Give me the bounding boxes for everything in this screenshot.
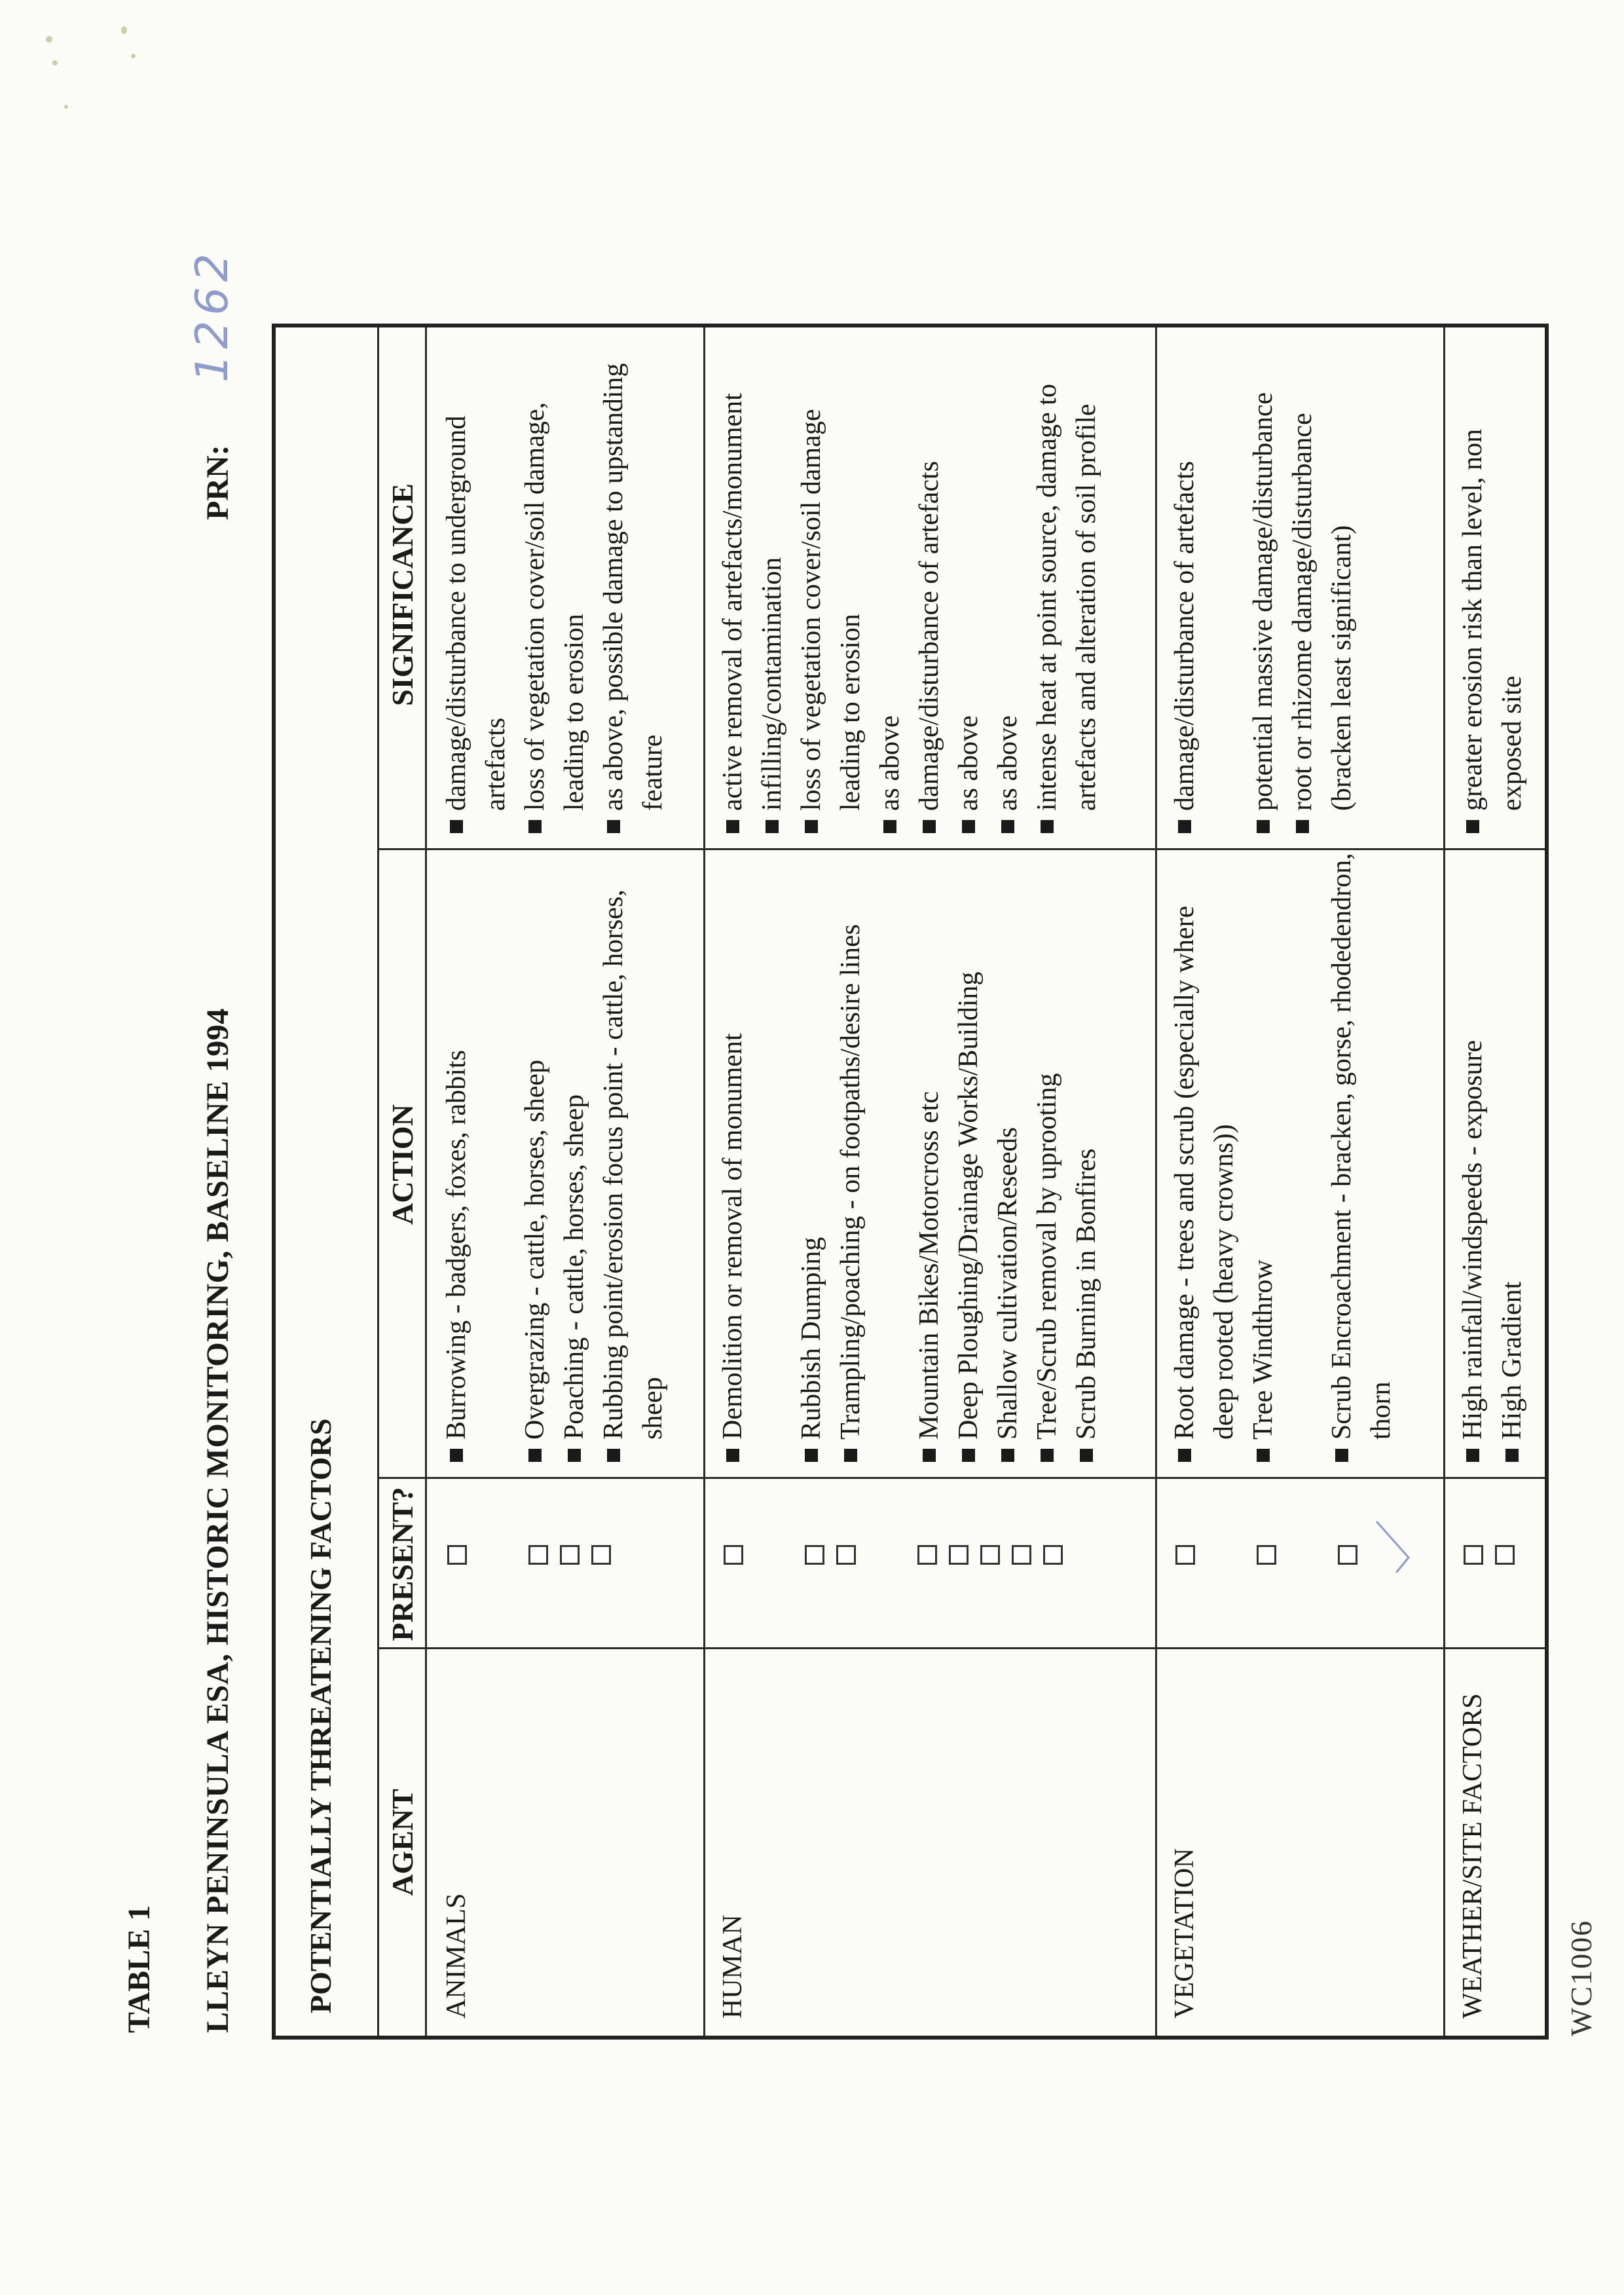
significance-cell [437,339,673,837]
square-bullet-icon [607,820,620,833]
threat-factors-table [272,324,1549,2040]
square-bullet-icon [1001,820,1014,833]
footer-code: WC1006 [1564,1919,1598,2036]
action-cell [437,850,673,1466]
action-item: Rubbing point/erosion focus point - cattle, horses, sheep [594,850,673,1466]
column-header-agent: AGENT [386,1789,419,1896]
square-bullet-icon [805,1449,818,1462]
row-divider [703,327,705,2036]
significance-item: greater erosion risk than level, non exposed site [1453,339,1532,837]
square-bullet-icon [1041,820,1054,833]
column-divider [379,1647,1545,1649]
action-cell [1165,850,1401,1466]
agent-cell: ANIMALS [441,1893,471,2019]
present-checkbox[interactable] [1495,1545,1515,1565]
action-cell [713,850,1106,1466]
present-cell [713,1476,1075,1633]
square-bullet-icon [1178,820,1191,833]
table-caption: POTENTIALLY THREATENING FACTORS [304,1418,337,2013]
square-bullet-icon [607,1449,620,1462]
action-item: Poaching - cattle, horses, sheep [555,850,594,1466]
square-bullet-icon [528,1449,542,1462]
table-grid [379,327,1545,2036]
significance-item: intense heat at point source, damage to artefacts and alteration of soil profile [1027,339,1106,837]
significance-cell [713,339,1106,837]
significance-item: damage/disturbance to underground artefacts [437,339,515,837]
square-bullet-icon [883,820,896,833]
action-item: Rubbish Dumping [792,850,831,1466]
square-bullet-icon [726,820,739,833]
square-bullet-icon [1505,1449,1519,1462]
present-checkbox[interactable] [917,1545,937,1565]
square-bullet-icon [923,1449,936,1462]
present-checkbox[interactable] [949,1545,969,1565]
square-bullet-icon [1466,1449,1479,1462]
column-header-present: PRESENT? [386,1487,419,1641]
significance-item: loss of vegetation cover/soil damage leading to erosion [792,339,870,837]
row-divider [1443,327,1445,2036]
present-checkbox[interactable] [980,1545,1000,1565]
square-bullet-icon [1041,1449,1054,1462]
present-checkbox[interactable] [1012,1545,1031,1565]
present-checkbox[interactable] [528,1545,548,1565]
significance-item: as above [949,339,988,837]
square-bullet-icon [1080,1449,1093,1462]
present-checkbox[interactable] [724,1545,743,1565]
present-checkbox[interactable] [1464,1545,1483,1565]
square-bullet-icon [1257,1449,1270,1462]
significance-item: as above [870,339,910,837]
significance-item: as above, possible damage to upstanding feature [594,339,673,837]
square-bullet-icon [726,1449,739,1462]
agent-cell: WEATHER/SITE FACTORS [1458,1693,1488,2019]
square-bullet-icon [568,1449,581,1462]
square-bullet-icon [1178,1449,1191,1462]
square-bullet-icon [766,820,779,833]
significance-item: active removal of artefacts/monument [713,339,752,837]
action-item: Mountain Bikes/Motorcross etc [910,850,949,1466]
significance-item: infilling/contamination [752,339,792,837]
action-item: Trampling/poaching - on footpaths/desire lines [831,850,870,1466]
action-item: Tree/Scrub removal by uprooting [1027,850,1067,1466]
action-item: Root damage - trees and scrub (especially where deep rooted (heavy crowns)) [1165,850,1244,1466]
row-divider [1155,327,1157,2036]
present-checkbox[interactable] [1175,1545,1195,1565]
significance-item: as above [988,339,1027,837]
present-checkbox[interactable] [1257,1545,1276,1565]
square-bullet-icon [1466,820,1479,833]
present-checkbox[interactable] [1043,1545,1063,1565]
significance-cell [1453,339,1532,837]
significance-item: loss of vegetation cover/soil damage, leading to erosion [515,339,594,837]
present-checkbox[interactable] [560,1545,580,1565]
header-divider [425,327,427,2036]
significance-item: root or rhizome damage/disturbance (bracken least significant) [1283,339,1361,837]
present-cell [1165,1476,1369,1633]
action-item: Shallow cultivation/Reseeds [988,850,1027,1466]
present-checkbox[interactable] [836,1545,856,1565]
square-bullet-icon [923,820,936,833]
action-item: Burrowing - badgers, foxes, rabbits [437,850,476,1466]
square-bullet-icon [1001,1449,1014,1462]
agent-cell: HUMAN [718,1914,748,2019]
present-checkbox[interactable] [591,1545,611,1565]
handwritten-check-icon [1375,1518,1414,1577]
present-checkbox[interactable] [447,1545,467,1565]
significance-item: damage/disturbance of artefacts [1165,339,1204,837]
significance-item: potential massive damage/disturbance [1244,339,1283,837]
action-item: Scrub Encroachment - bracken, gorse, rhodedendron, thorn [1322,850,1401,1466]
action-item: Scrub Burning in Bonfires [1067,850,1106,1466]
action-item: Overgrazing - cattle, horses, sheep [515,850,555,1466]
prn-label: PRN: [200,445,235,520]
square-bullet-icon [1257,820,1270,833]
present-cell [437,1476,623,1633]
document-title: LLEYN PENINSULA ESA, HISTORIC MONITORING, BASELINE 1994 [200,1008,235,2033]
action-item: Demolition or removal of monument [713,850,752,1466]
square-bullet-icon [1335,1449,1348,1462]
square-bullet-icon [805,820,818,833]
significance-item: damage/disturbance of artefacts [910,339,949,837]
action-cell [1453,850,1532,1466]
present-cell [1453,1476,1526,1633]
action-item: Deep Ploughing/Drainage Works/Building [949,850,988,1466]
action-item: Tree Windthrow [1244,850,1283,1466]
square-bullet-icon [962,1449,975,1462]
present-checkbox[interactable] [805,1545,824,1565]
action-item: High rainfall/windspeeds - exposure [1453,850,1492,1466]
column-header-significance: SIGNIFICANCE [386,483,419,706]
significance-cell [1165,339,1361,837]
agent-cell: VEGETATION [1170,1848,1200,2019]
prn-handwritten-value: 1262 [187,248,238,382]
action-item: High Gradient [1492,850,1532,1466]
square-bullet-icon [450,1449,463,1462]
square-bullet-icon [1296,820,1309,833]
square-bullet-icon [844,1449,857,1462]
square-bullet-icon [528,820,542,833]
square-bullet-icon [962,820,975,833]
table-label: TABLE 1 [122,1905,157,2033]
present-checkbox-checked[interactable] [1338,1545,1357,1565]
column-header-action: ACTION [386,1104,419,1225]
square-bullet-icon [450,820,463,833]
